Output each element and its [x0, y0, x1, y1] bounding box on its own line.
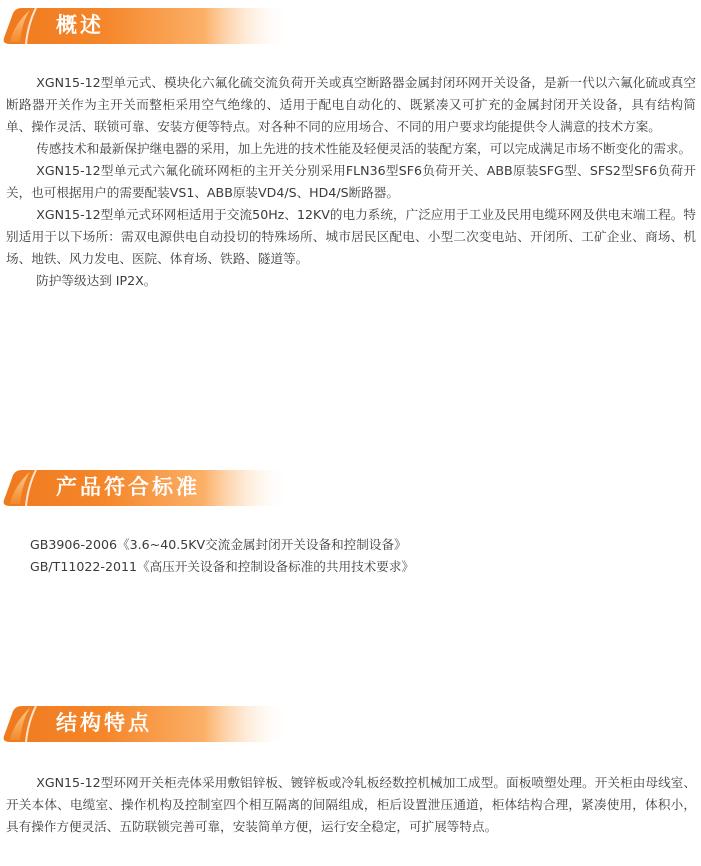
standards-body [30, 534, 690, 578]
structure-body [6, 772, 696, 838]
standard-item: GB3906-2006《3.6~40.5KV交流金属封闭开关设备和控制设备》 [30, 537, 407, 552]
banner-ribbon-icon [0, 4, 290, 46]
overview-paragraph: 防护等级达到 IP2X。 [36, 273, 157, 288]
standard-item: GB/T11022-2011《高压开关设备和控制设备标准的共用技术要求》 [30, 559, 415, 574]
overview-paragraph: XGN15-12型单元式环网柜适用于交流50Hz、12KV的电力系统，广泛应用于工业及民用电缆环网及供电末端工程。特别适用于以下场所：需双电源供电自动投切的特殊场所、城市居民区配电、小型二次变电站、开闭所、工矿企业、商场、机场、地铁、风力发电、医院、体育场、铁路、隧道等。 [6, 207, 696, 266]
section-title: 产品符合标准 [56, 475, 200, 499]
section-title: 概述 [56, 13, 104, 37]
section-header-overview [0, 4, 300, 46]
overview-paragraph: XGN15-12型单元式六氟化硫环网柜的主开关分别采用FLN36型SF6负荷开关、ABB原装SFG型、SFS2型SF6负荷开关，也可根据用户的需要配装VS1、ABB原装VD4/S、HD4/S断路器。 [6, 163, 696, 200]
section-title: 结构特点 [56, 711, 152, 735]
structure-paragraph: XGN15-12型环网开关柜壳体采用敷铝锌板、镀锌板或冷轧板经数控机械加工成型。面板喷塑处理。开关柜由母线室、开关本体、电缆室、操作机构及控制室四个相互隔离的间隔组成，柜后设置泄压通道，柜体结构合理，紧凑使用，体积小，具有操作方便灵活、五防联锁完善可靠，安装简单方便，运行安全稳定，可扩展等特点。 [6, 775, 696, 834]
overview-paragraph: XGN15-12型单元式、模块化六氟化硫交流负荷开关或真空断路器金属封闭环网开关设备，是新一代以六氟化硫或真空断路器开关作为主开关而整柜采用空气绝缘的、适用于配电自动化的、既紧凑又可扩充的金属封闭开关设备，具有结构简单、操作灵活、联锁可靠、安装方便等特点。对各种不同的应用场合、不同的用户要求均能提供令人满意的技术方案。 [6, 75, 696, 134]
section-header-standards [0, 466, 300, 508]
section-header-structure [0, 702, 300, 744]
overview-body [6, 72, 696, 292]
overview-paragraph: 传感技术和最新保护继电器的采用，加上先进的技术性能及轻便灵活的装配方案，可以完成满足市场不断变化的需求。 [36, 141, 692, 156]
